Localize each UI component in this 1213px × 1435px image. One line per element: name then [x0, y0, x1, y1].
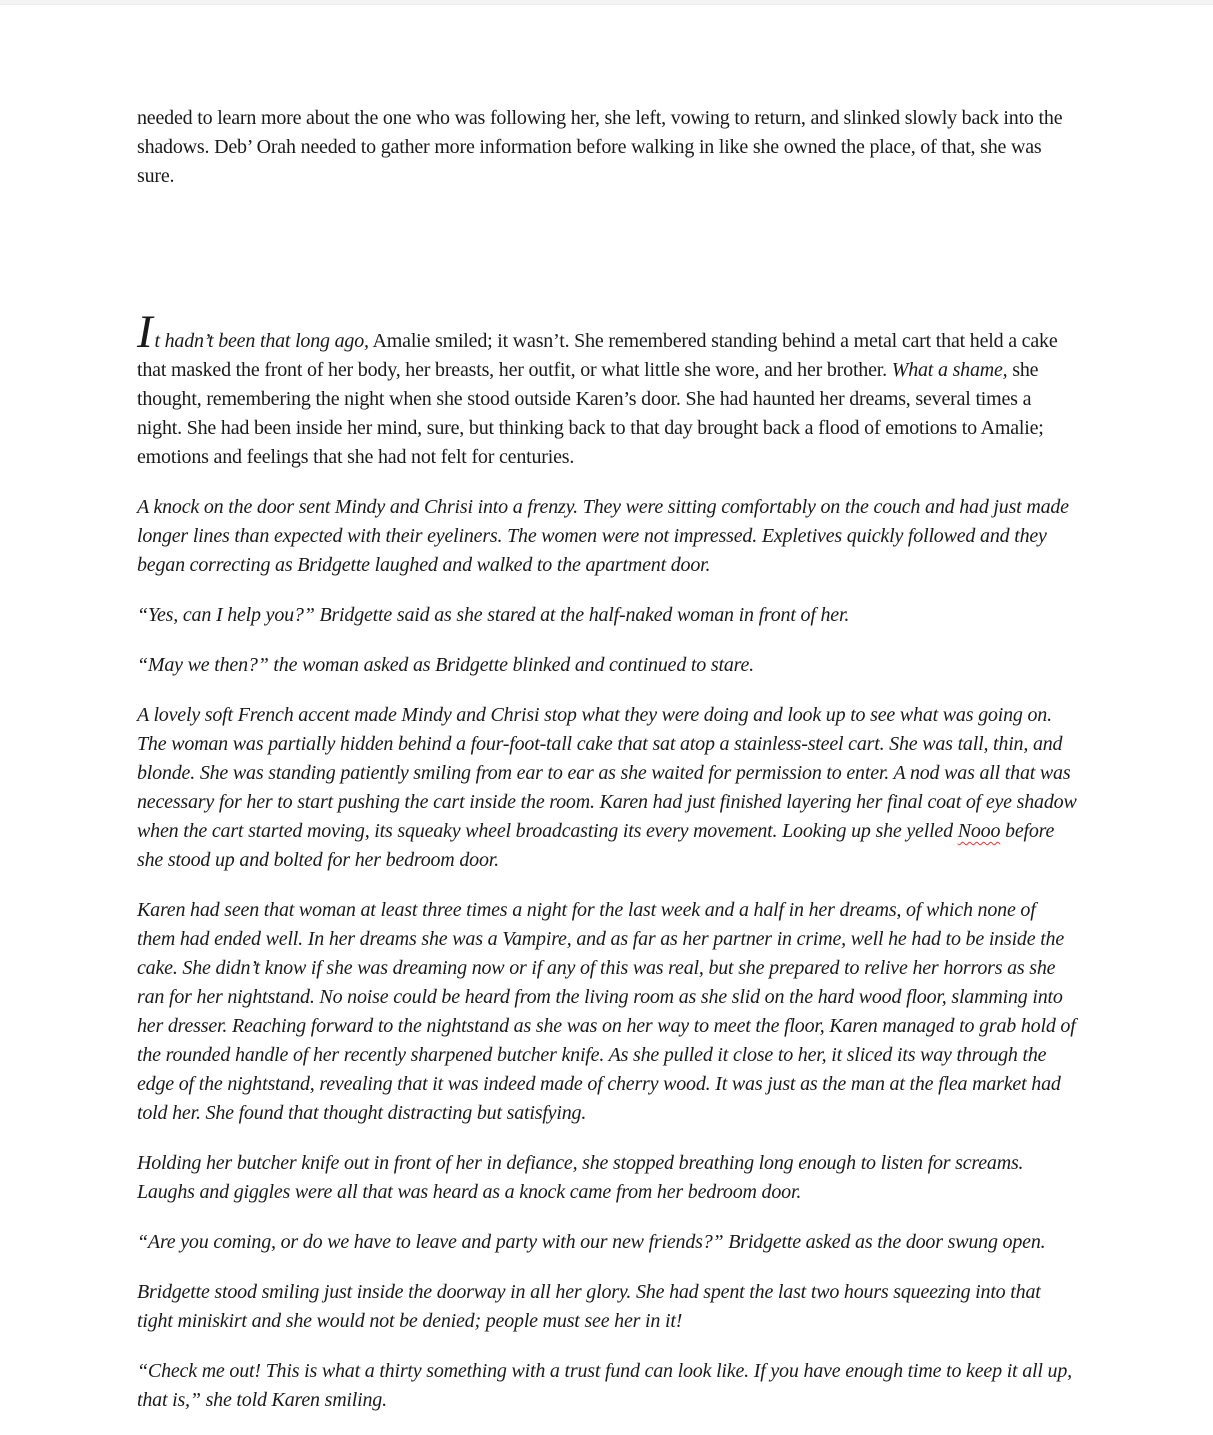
- text-run: Amalie smiled; it wasn’t. She remembered standing behind a metal cart that held a cake that masked the front of her body, her breasts, her outfit, or what little she wore, and her brother.: [137, 330, 1058, 381]
- text-run: needed to learn more about the one who was following her, she left, vowing to return, and slinked slowly back into the shadows. Deb’ Orah needed to gather more information before walking in like she owned the place, of that, she was sure.: [137, 107, 1063, 187]
- text-run: Karen had seen that woman at least three times a night for the last week and a half in her dreams, of which none of them had ended well. In her dreams she was a Vampire, and as far as her partner in crime, well he had to be inside the cake. She didn’t know if she was dreaming now or if any of this was real, but she prepared to relive her horrors as she ran for her nightstand. No noise could be heard from the living room as she slid on the hard wood floor, slamming into her dresser. Reaching forward to the nightstand as she was on her way to meet the floor, Karen managed to grab hold of the rounded handle of her recently sharpened butcher knife. As she pulled it close to her, it sliced its way through the edge of the nightstand, revealing that it was indeed made of cherry wood. It was just as the man at the flea market had told her. She found that thought distracting but satisfying.: [137, 899, 1076, 1124]
- paragraph: [137, 601, 1078, 630]
- paragraph: [137, 1228, 1078, 1257]
- paragraph: [137, 1278, 1078, 1336]
- text-run: she thought, remembering the night when she stood outside Karen’s door. She had haunted her dreams, several times a night. She had been inside her mind, sure, but thinking back to that day brought back a flood of emotions to Amalie; emotions and feelings that she had not felt for centuries.: [137, 359, 1044, 468]
- paragraph: [137, 1149, 1078, 1207]
- paragraph: [137, 306, 1078, 472]
- page-top-border: [0, 0, 1213, 5]
- text-run: t hadn’t been that long ago,: [154, 330, 369, 352]
- text-run: What a shame,: [891, 359, 1008, 381]
- text-run: “Yes, can I help you?” Bridgette said as she stared at the half-naked woman in front of her.: [137, 604, 850, 626]
- text-run: “May we then?” the woman asked as Bridgette blinked and continued to stare.: [137, 654, 754, 676]
- drop-cap: I: [137, 306, 153, 358]
- text-run: Holding her butcher knife out in front of her in defiance, she stopped breathing long enough to listen for screams. Laughs and giggles were all that was heard as a knock came from her bedroom door.: [137, 1152, 1024, 1203]
- document-body: [137, 104, 1078, 1435]
- paragraph: [137, 651, 1078, 680]
- text-run: A knock on the door sent Mindy and Chrisi into a frenzy. They were sitting comfortably on the couch and had just made longer lines than expected with their eyeliners. The women were not impressed. Expletives quickly followed and they began correcting as Bridgette laughed and walked to the apartment door.: [137, 496, 1069, 576]
- paragraph: [137, 701, 1078, 875]
- text-run: “Are you coming, or do we have to leave and party with our new friends?” Bridgette asked as the door swung open.: [137, 1231, 1046, 1253]
- text-run: Bridgette stood smiling just inside the doorway in all her glory. She had spent the last two hours squeezing into that tight miniskirt and she would not be denied; people must see her in it!: [137, 1281, 1041, 1332]
- text-run: “Check me out! This is what a thirty something with a trust fund can look like. If you have enough time to keep it all up, that is,” she told Karen smiling.: [137, 1360, 1072, 1411]
- paragraph: [137, 1357, 1078, 1415]
- paragraph: [137, 104, 1078, 191]
- paragraph: [137, 493, 1078, 580]
- text-run: before she stood up and bolted for her bedroom door.: [137, 820, 1055, 871]
- misspelled-word: Nooo: [957, 820, 1001, 842]
- paragraph: [137, 896, 1078, 1128]
- text-run: A lovely soft French accent made Mindy and Chrisi stop what they were doing and look up to see what was going on. The woman was partially hidden behind a four-foot-tall cake that sat atop a stainless-steel cart. She was tall, thin, and blonde. She was standing patiently smiling from ear to ear as she waited for permission to enter. A nod was all that was necessary for her to start pushing the cart inside the room. Karen had just finished layering her final coat of eye shadow when the cart started moving, its squeaky wheel broadcasting its every movement. Looking up she yelled: [137, 704, 1077, 842]
